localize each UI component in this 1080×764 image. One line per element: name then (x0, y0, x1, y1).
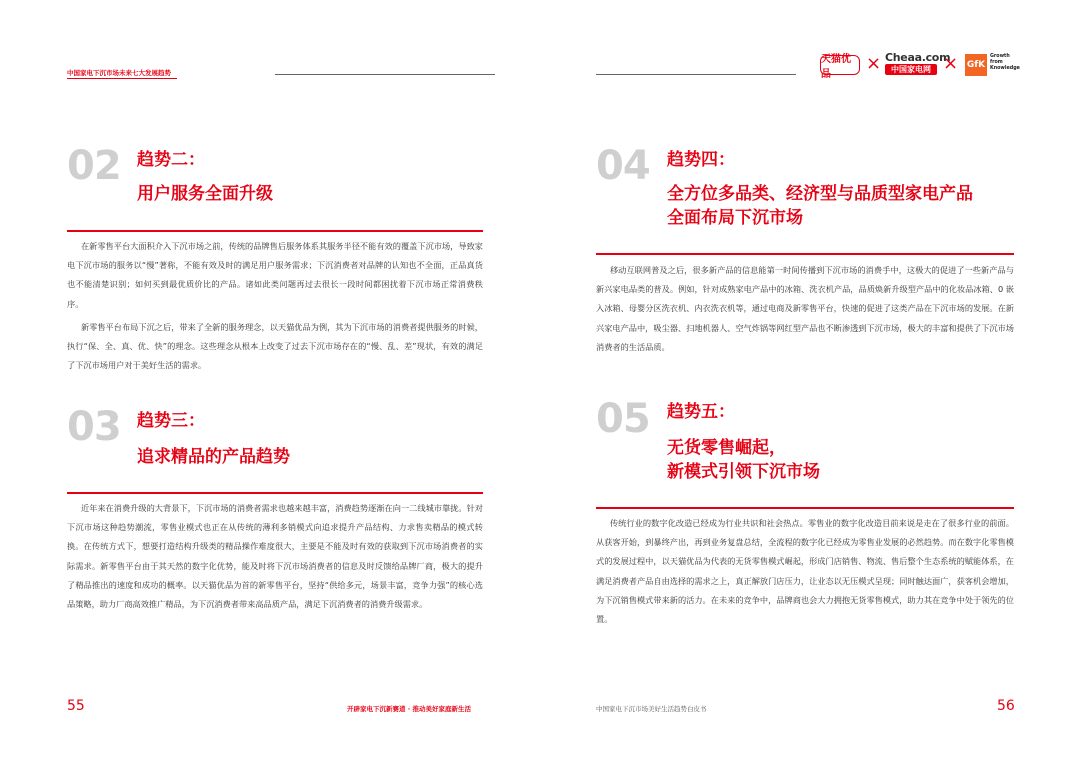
logo-separator-2: × (943, 53, 959, 74)
section-number: 02 (67, 143, 121, 189)
section-number: 05 (596, 396, 650, 442)
section-heading: 趋势四： (667, 150, 735, 170)
body-paragraph: 近年来在消费升级的大背景下，下沉市场的消费者需求也越来越丰富，消费趋势逐渐在向一二线城市靠拢。针对下沉市场这种趋势潮流，零售业模式也正在从传统的薄利多销模式向追求提升产品结构、力求售卖精品的模式转换。在传统方式下，想要打造结构升级类的精品操作难度很大，主要是不能及时有效的获取到下沉市场消费者的实际需求。新零售平台由于其天然的数字化优势，能及时将下沉市场消费者的信息及时反馈给品牌厂商，极大的提升了精品推出的速度和成功的概率。以天猫优品为首的新零售平台，坚持“供给多元，场景丰富，竞争力强”的核心选品策略，助力厂商高效推广精品，为下沉消费者带来高品质产品，满足下沉消费者的消费升级需求。 (67, 503, 483, 610)
section-number: 04 (596, 143, 650, 189)
header-rule-right (596, 74, 796, 75)
gfk-tagline-line: Growth (990, 54, 1010, 59)
section-title: 追求精品的产品趋势 (137, 447, 290, 467)
report-title-underline (67, 78, 177, 79)
footer-subtitle: 中国家电下沉市场美好生活趋势白皮书 (596, 705, 707, 713)
section-body (596, 514, 1014, 629)
logo-separator-1: × (866, 53, 882, 74)
tmall-logo-text: 天猫优品 (821, 54, 851, 80)
page-number-right: 56 (997, 698, 1015, 714)
section-title: 新模式引领下沉市场 (667, 462, 820, 482)
section-number: 03 (67, 404, 121, 450)
section-heading: 趋势三： (137, 411, 205, 431)
gfk-logo-text: GfK (966, 60, 986, 70)
section-body (67, 237, 483, 375)
gfk-tagline-line: Knowledge (990, 66, 1020, 71)
section-title: 无货零售崛起， (667, 438, 786, 458)
section-heading: 趋势五： (667, 402, 735, 422)
section-divider (67, 492, 483, 494)
section-divider (67, 230, 483, 232)
section-title: 全面布局下沉市场 (667, 208, 803, 228)
section-divider (596, 507, 1014, 509)
section-title: 用户服务全面升级 (137, 184, 273, 204)
tmall-youpin-logo (820, 54, 860, 80)
gfk-tagline (990, 54, 1020, 72)
footer-slogan: 开辟家电下沉新赛道 · 推动美好家庭新生活 (347, 705, 471, 713)
body-paragraph: 新零售平台布局下沉之后，带来了全新的服务理念，以天猫优品为例，其为下沉市场的消费者提供服务的时候，执行“保、全、真、优、快”的理念。这些理念从根本上改变了过去下沉市场存在的“慢、乱、差”现状，有效的满足了下沉市场用户对于美好生活的需求。 (67, 321, 483, 371)
cheaa-logo-top: Cheaa.com (885, 51, 951, 64)
report-title: 中国家电下沉市场未来七大发展趋势 (67, 69, 171, 77)
gfk-tagline-line: from (990, 60, 1003, 65)
section-body (596, 261, 1014, 357)
cheaa-logo-bottom: 中国家电网 (885, 64, 937, 75)
page-number-left: 55 (67, 698, 85, 714)
header-rule-left (275, 74, 495, 75)
body-paragraph: 传统行业的数字化改造已经成为行业共识和社会热点。零售业的数字化改造目前来说是走在了很多行业的前面。从获客开始，到暴终产出，再到业务复盘总结，全流程的数字化已经成为零售业发展的必然趋势。而在数字化零售模式的发展过程中，以天猫优品为代表的无货零售模式崛起，形成门店销售、物流、售后整个生态系统的赋能体系，在满足消费者产品自由选择的需求之上，真正解放门店压力，让业态以无压模式呈现；同时触达面广，获客机会增加，为下沉销售模式带来新的活力。在未来的竞争中，品牌商也会大力拥抱无货零售模式，助力其在竞争中处于领先的位置。 (596, 518, 1014, 625)
section-heading: 趋势二： (137, 150, 205, 170)
gfk-logo (965, 54, 987, 76)
section-title: 全方位多品类、经济型与品质型家电产品 (667, 184, 973, 204)
body-paragraph: 移动互联网普及之后，很多新产品的信息能第一时间传播到下沉市场的消费手中，这极大的促进了一些新产品与新兴家电品类的普及。例如，针对成熟家电产品中的冰箱、洗衣机产品，品质焕新升级型产品中的化妆品冰箱、0 嵌入冰箱、母婴分区洗衣机、内衣洗衣机等，通过电商及新零售平台，快速的促进了这类产品在下沉市场的发展。在新兴家电产品中，吸尘器、扫地机器人、空气炸锅等网红型产品也不断渗透到下沉市场，极大的丰富和提供了下沉市场消费者的生活品质。 (596, 265, 1014, 352)
cheaa-logo (885, 51, 951, 76)
section-body (67, 499, 483, 614)
body-paragraph: 在新零售平台大面积介入下沉市场之前，传统的品牌售后服务体系其服务半径不能有效的覆盖下沉市场，导致家电下沉市场的服务以“慢”著称，不能有效及时的满足用户服务需求；下沉消费者对品牌的认知也不全面，正品真货也不能清楚识别；如何买到最优质价比的产品。诸如此类问题再过去很长一段时间都困扰着下沉市场正常消费秩序。 (67, 241, 483, 309)
section-divider (596, 253, 1014, 255)
